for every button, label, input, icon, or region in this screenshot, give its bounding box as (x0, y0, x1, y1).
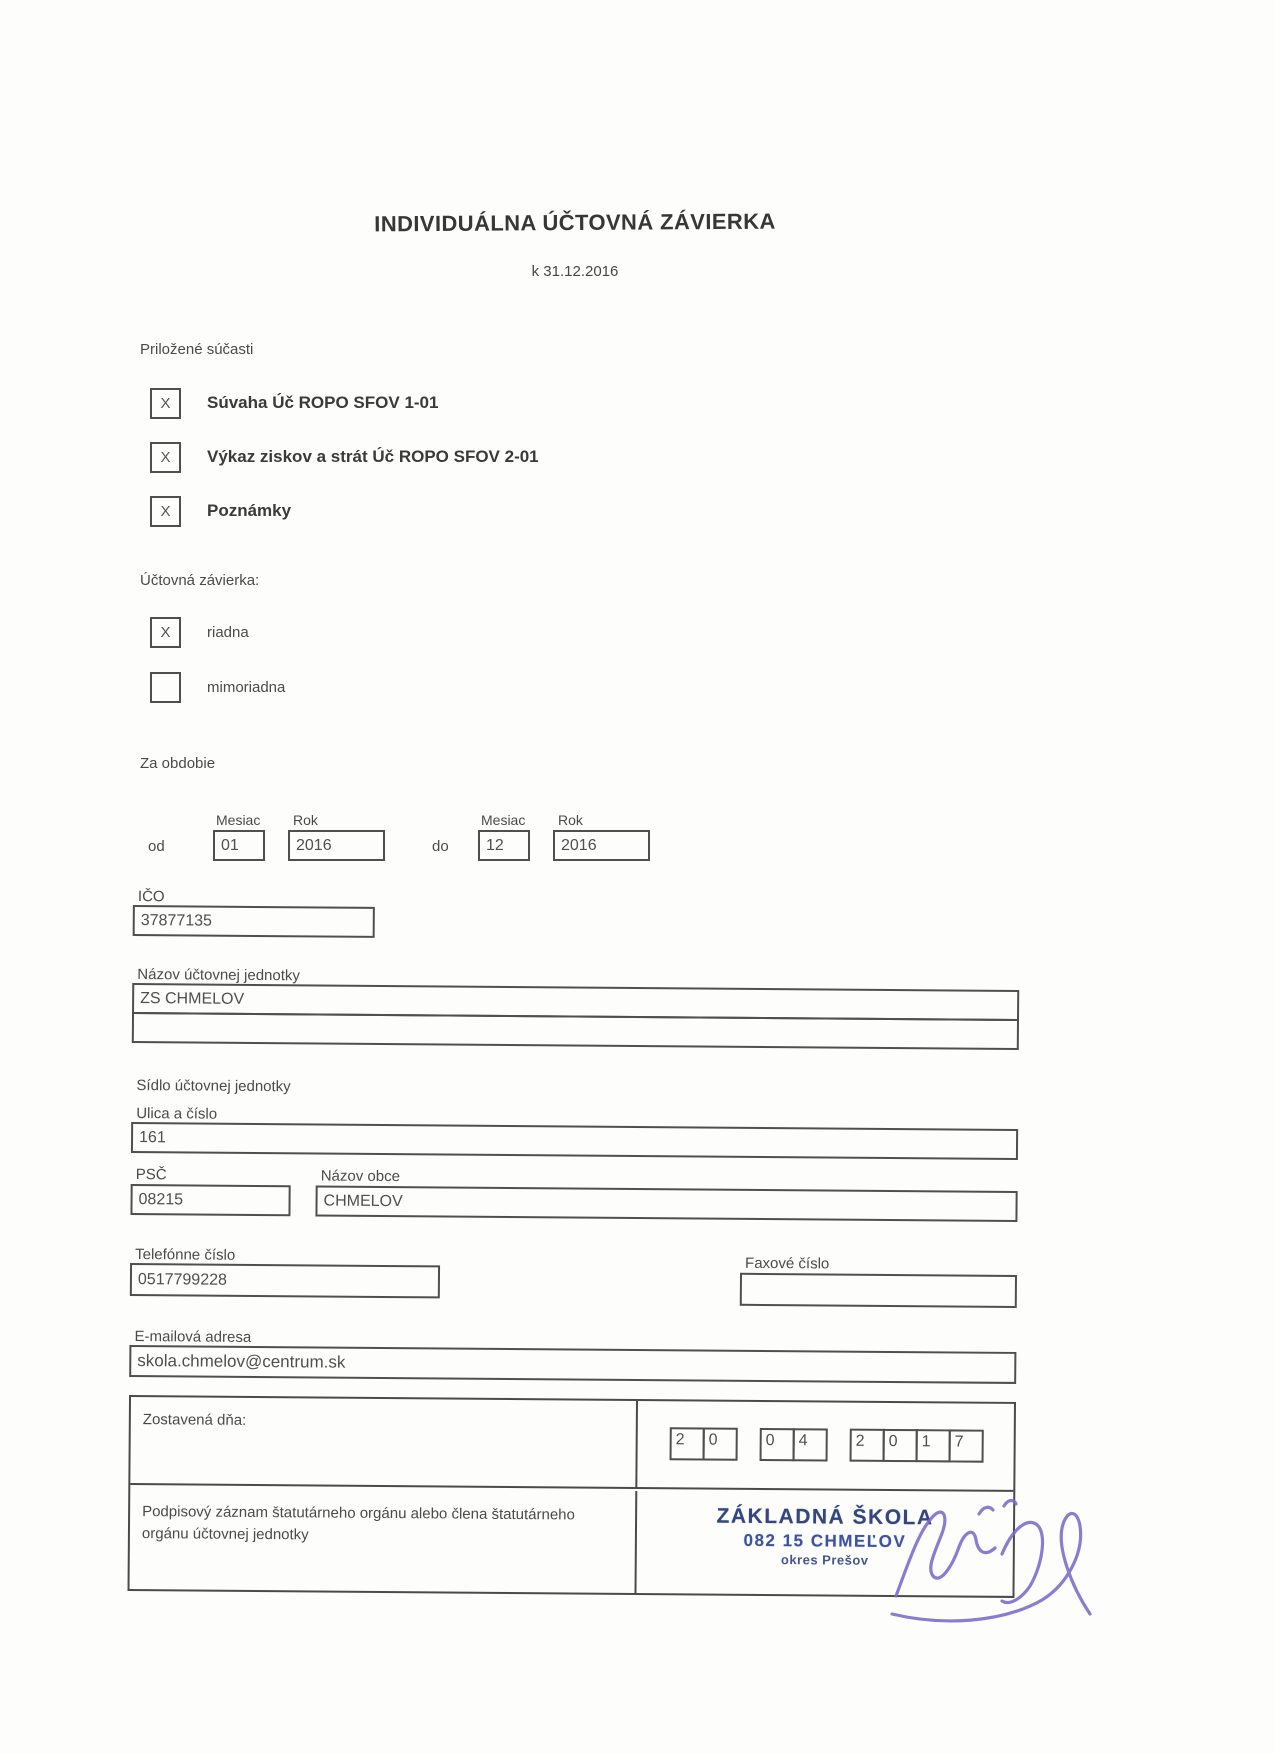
month-label-to: Mesiac (481, 812, 526, 828)
attachment-label-suvaha: Súvaha Úč ROPO SFOV 1-01 (207, 393, 439, 412)
address-heading: Sídlo účtovnej jednotky (136, 1077, 291, 1096)
fax-field[interactable] (740, 1273, 1017, 1308)
phone-label: Telefónne číslo (135, 1246, 236, 1264)
option-label-riadna: riadna (207, 624, 249, 641)
entity-name-field[interactable]: ZS CHMELOV (132, 983, 1019, 1021)
zip-field[interactable]: 08215 (130, 1184, 290, 1216)
report-date-subtitle: k 31.12.2016 (531, 263, 619, 280)
email-field[interactable]: skola.chmelov@centrum.sk (129, 1345, 1016, 1384)
signature-caption: Podpisový záznam štatutárneho orgánu alebo člena štatutárneho orgánu účtovnej jednotky (141, 1503, 575, 1544)
checkbox-mark: X (160, 395, 171, 412)
compiled-date-label: Zostavená dňa: (142, 1411, 247, 1429)
zip-label: PSČ (135, 1166, 167, 1184)
stamp-district: okres Prešov (780, 1551, 869, 1568)
entity-name-field-row2[interactable] (132, 1012, 1019, 1050)
from-year-field[interactable]: 2016 (288, 830, 385, 861)
attachment-label-vykaz: Výkaz ziskov a strát Úč ROPO SFOV 2-01 (207, 447, 539, 466)
city-field[interactable]: CHMELOV (315, 1185, 1017, 1222)
date-day-digit-2[interactable]: 0 (703, 1427, 738, 1460)
period-from-label: od (148, 838, 165, 855)
from-month-field[interactable]: 01 (213, 830, 265, 861)
date-day-group[interactable] (670, 1427, 738, 1461)
ico-label: IČO (137, 888, 165, 906)
handwritten-signature (880, 1468, 1110, 1643)
email-label: E-mailová adresa (134, 1328, 252, 1346)
to-month-field[interactable]: 12 (478, 830, 530, 861)
checkbox-mark: X (160, 624, 171, 641)
attachments-heading: Priložené súčasti (140, 341, 254, 358)
street-field[interactable]: 161 (131, 1122, 1018, 1160)
period-to-label: do (432, 838, 449, 855)
to-year-field[interactable]: 2016 (553, 830, 650, 861)
date-year-digit-4[interactable]: 7 (949, 1429, 984, 1462)
option-label-mimoriadna: mimoriadna (207, 679, 286, 696)
year-label-to: Rok (558, 812, 583, 828)
date-year-digit-3[interactable]: 1 (916, 1429, 951, 1462)
year-label-from: Rok (293, 812, 318, 828)
stamp-address: 082 15 CHMEĽOV (743, 1531, 907, 1552)
date-month-digit-2[interactable]: 4 (793, 1428, 828, 1461)
attachment-label-poznamky: Poznámky (207, 501, 292, 520)
date-day-digit-1[interactable]: 2 (670, 1427, 705, 1460)
date-year-digit-2[interactable]: 0 (883, 1429, 918, 1462)
date-year-digit-1[interactable]: 2 (850, 1429, 885, 1462)
ico-field[interactable]: 37877135 (133, 905, 375, 938)
date-year-group[interactable] (850, 1429, 984, 1463)
city-label: Názov obce (320, 1167, 401, 1186)
phone-field[interactable]: 0517799228 (130, 1263, 440, 1298)
checkbox-mark: X (160, 503, 171, 520)
fax-label: Faxové číslo (745, 1254, 830, 1273)
checkbox-mark: X (160, 449, 171, 466)
page-title: INDIVIDUÁLNA ÚČTOVNÁ ZÁVIERKA (374, 208, 776, 237)
date-month-group[interactable] (760, 1428, 828, 1462)
entity-name-label: Názov účtovnej jednotky (137, 966, 300, 985)
closing-type-heading: Účtovná závierka: (140, 572, 260, 589)
street-label: Ulica a číslo (136, 1105, 218, 1123)
month-label-from: Mesiac (216, 812, 261, 828)
stamp-school-name: ZÁKLADNÁ ŠKOLA (716, 1504, 934, 1530)
date-month-digit-1[interactable]: 0 (760, 1428, 795, 1461)
period-heading: Za obdobie (140, 755, 216, 772)
